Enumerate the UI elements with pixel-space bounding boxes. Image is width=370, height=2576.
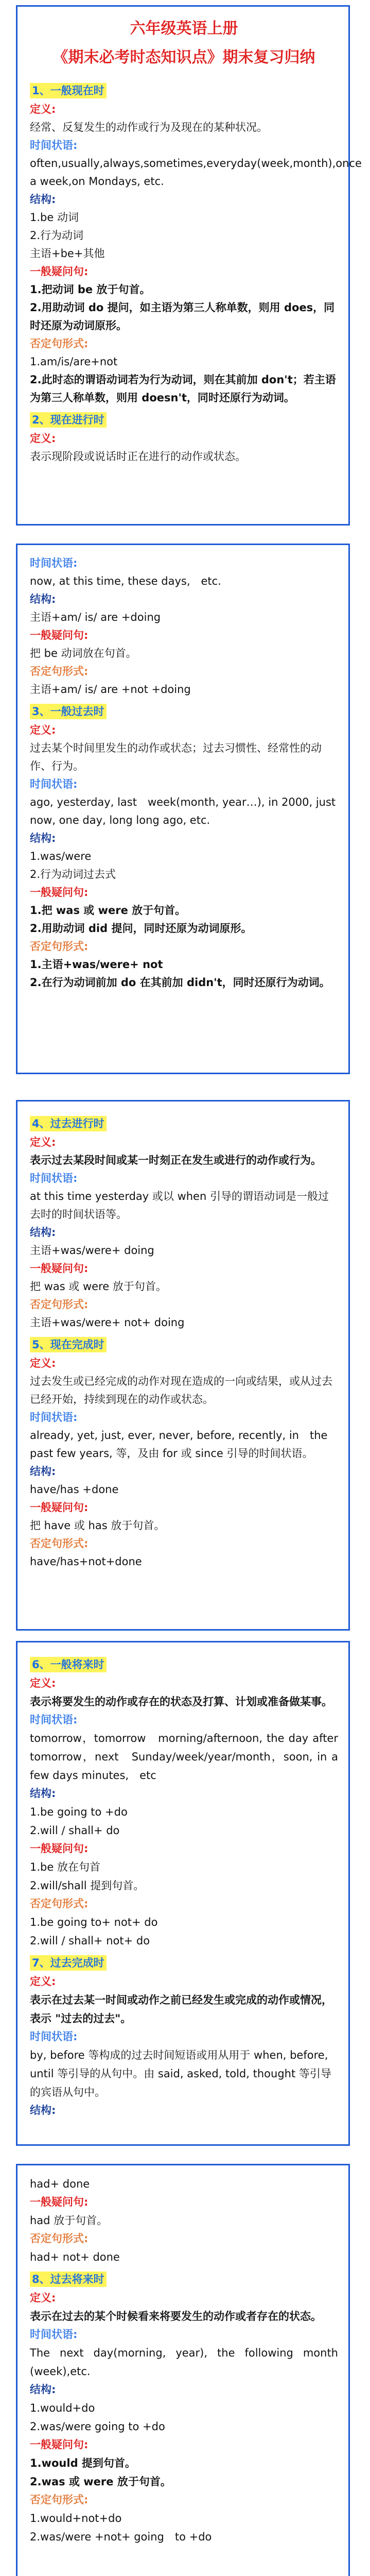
structure-line: 主语+be+其他 xyxy=(30,247,105,260)
structure-line: 2.was/were going to +do xyxy=(30,2420,165,2433)
section-past-perfect xyxy=(30,1950,338,2120)
question-line: 1.把 was 或 were 放于句首。 xyxy=(30,904,186,917)
question-label: 一般疑问句: xyxy=(30,1501,89,1514)
section-present-perfect xyxy=(30,1332,338,1571)
negative-label: 否定句形式: xyxy=(30,337,89,350)
question-label: 一般疑问句: xyxy=(30,2196,89,2208)
definition-text: 表示过去某段时间或某一时刻正在发生或进行的动作或行为。 xyxy=(30,1154,322,1166)
section-heading: 3、一般过去时 xyxy=(30,704,107,719)
time-words-label: 时间状语: xyxy=(30,1411,78,1423)
section-simple-present xyxy=(30,78,362,407)
question-label: 一般疑问句: xyxy=(30,629,89,641)
definition-text: 过去发生或已经完成的动作对现在造成的一向或结果，或从过去已经开始，持续到现在的动作或状态。 xyxy=(30,1375,332,1405)
section-present-continuous xyxy=(30,407,338,466)
question-line: 2.用助动词 do 提问，如主语为第三人称单数，则用 does，同时还原为动词原形。 xyxy=(30,301,335,332)
page-title-grade: 六年级英语上册 xyxy=(130,20,238,38)
definition-text: 表示将要发生的动作或存在的状态及打算、计划或准备做某事。 xyxy=(30,1696,332,1708)
structure-label: 结构: xyxy=(30,1226,56,1239)
question-label: 一般疑问句: xyxy=(30,886,89,899)
structure-line: 2.行为动词 xyxy=(30,229,84,242)
definition-text: 表示在过去的某个时候看来将要发生的动作或者存在的状态。 xyxy=(30,2310,322,2323)
definition-label: 定义: xyxy=(30,1136,56,1148)
question-line: 2.用助动词 did 提问，同时还原为动词原形。 xyxy=(30,922,252,935)
card-1 xyxy=(16,5,362,526)
structure-label: 结构: xyxy=(30,1787,56,1800)
page-title-topic: 《期末必考时态知识点》期末复习归纳 xyxy=(52,48,315,66)
question-line: 把 have 或 has 放于句首。 xyxy=(30,1519,165,1532)
time-words-label: 时间状语: xyxy=(30,1714,78,1726)
time-words-text: ago, yesterday, last week(month, year…), in 2000, just now, one day, long long ago, etc. xyxy=(30,796,336,826)
structure-label: 结构: xyxy=(30,193,56,206)
negative-line: 1.主语+was/were+ not xyxy=(30,958,163,971)
negative-line: 主语+was/were+ not+ doing xyxy=(30,1316,185,1329)
negative-line: 2.will / shall+ not+ do xyxy=(30,1935,150,1947)
question-line: 1.把动词 be 放于句首。 xyxy=(30,283,151,296)
time-words-text: by, before 等构成的过去时间短语或用从用于 when, before, until 等引导的从句中。由 said, asked, told, thought 等引导的宾语从句中。 xyxy=(30,2049,331,2098)
structure-line: have/has +done xyxy=(30,1483,119,1496)
section-heading: 2、现在进行时 xyxy=(30,412,107,428)
definition-label: 定义: xyxy=(30,432,56,445)
negative-label: 否定句形式: xyxy=(30,665,89,677)
question-label: 一般疑问句: xyxy=(30,1842,89,1855)
section-present-continuous-cont xyxy=(30,554,338,699)
negative-label: 否定句形式: xyxy=(30,940,89,953)
question-line: had 放于句首。 xyxy=(30,2214,108,2227)
definition-label: 定义: xyxy=(30,724,56,736)
section-heading: 4、过去进行时 xyxy=(30,1116,107,1131)
definition-label: 定义: xyxy=(30,1677,56,1689)
definition-label: 定义: xyxy=(30,2292,56,2304)
question-line: 2.was 或 were 放于句首。 xyxy=(30,2476,171,2488)
definition-text: 表示在过去某一时间或动作之前已经发生或完成的动作或情况，表示 "过去的过去"。 xyxy=(30,1994,332,2025)
structure-label: 结构: xyxy=(30,2383,56,2396)
negative-line: 1.would+not+do xyxy=(30,2512,122,2524)
negative-label: 否定句形式: xyxy=(30,2494,89,2506)
section-simple-past xyxy=(30,699,338,992)
negative-label: 否定句形式: xyxy=(30,1537,89,1550)
time-words-text: often,usually,always,sometimes,everyday(week,month),once a week,on Mondays, etc. xyxy=(30,157,362,188)
section-heading: 6、一般将来时 xyxy=(30,1657,107,1672)
structure-line: 1.would+do xyxy=(30,2402,95,2414)
structure-line: 1.be 动词 xyxy=(30,211,79,224)
card-3 xyxy=(16,1100,350,1631)
structure-line: 主语+am/ is/ are +doing xyxy=(30,611,161,623)
section-heading: 8、过去将来时 xyxy=(30,2272,107,2287)
negative-line: 2.在行为动词前加 do 在其前加 didn't，同时还原行为动词。 xyxy=(30,976,330,989)
structure-line: had+ done xyxy=(30,2178,90,2190)
definition-text: 经常、反复发生的动作或行为及现在的某种状况。 xyxy=(30,121,268,133)
card-2 xyxy=(16,544,350,1074)
definition-text: 表示现阶段或说话时正在进行的动作或状态。 xyxy=(30,450,246,463)
time-words-label: 时间状语: xyxy=(30,2030,78,2043)
time-words-text: The next day(morning, year), the following month (week),etc. xyxy=(30,2347,338,2378)
structure-line: 2.行为动词过去式 xyxy=(30,868,116,880)
time-words-text: at this time yesterday 或以 when 引导的谓语动词是一般过去时的时间状语等。 xyxy=(30,1190,329,1221)
section-past-perfect-cont xyxy=(30,2175,338,2266)
card-4 xyxy=(16,1641,350,2146)
structure-label: 结构: xyxy=(30,593,56,605)
structure-line: 1.was/were xyxy=(30,850,92,862)
definition-label: 定义: xyxy=(30,1975,56,1988)
section-heading: 1、一般现在时 xyxy=(30,83,107,98)
question-label: 一般疑问句: xyxy=(30,265,89,278)
structure-label: 结构: xyxy=(30,2104,56,2116)
negative-line: 主语+am/ is/ are +not +doing xyxy=(30,683,191,696)
question-line: 1.be 放在句首 xyxy=(30,1861,100,1873)
section-heading: 7、过去完成时 xyxy=(30,1955,107,1971)
section-future-in-past xyxy=(30,2266,338,2546)
question-line: 1.would 提到句首。 xyxy=(30,2457,136,2469)
negative-label: 否定句形式: xyxy=(30,1298,89,1311)
time-words-label: 时间状语: xyxy=(30,557,78,569)
structure-line: 1.be going to +do xyxy=(30,1806,128,1818)
definition-text: 过去某个时间里发生的动作或状态；过去习惯性、经常性的动作、行为。 xyxy=(30,742,322,772)
card-5 xyxy=(16,2164,350,2576)
section-simple-future xyxy=(30,1652,338,1950)
negative-label: 否定句形式: xyxy=(30,2232,89,2245)
structure-label: 结构: xyxy=(30,832,56,844)
negative-line: 1.be going to+ not+ do xyxy=(30,1916,158,1928)
time-words-label: 时间状语: xyxy=(30,2328,78,2341)
negative-label: 否定句形式: xyxy=(30,1897,89,1910)
structure-line: 2.will / shall+ do xyxy=(30,1824,120,1837)
section-past-continuous xyxy=(30,1111,338,1332)
question-line: 2.will/shall 提到句首。 xyxy=(30,1879,145,1892)
question-label: 一般疑问句: xyxy=(30,2438,89,2451)
definition-label: 定义: xyxy=(30,103,56,115)
time-words-text: already, yet, just, ever, never, before, recently, in the past few years, 等，及由 for 或 since 引导的时间状语。 xyxy=(30,1429,328,1460)
negative-line: 2.was/were +not+ going to +do xyxy=(30,2531,212,2543)
time-words-label: 时间状语: xyxy=(30,139,78,151)
time-words-text: tomorrow，tomorrow morning/afternoon, the day after tomorrow，next Sunday/week/year/month，soon, in a few days minutes, etc xyxy=(30,1732,338,1782)
question-line: 把 be 动词放在句首。 xyxy=(30,647,137,659)
negative-line: have/has+not+done xyxy=(30,1555,142,1568)
time-words-label: 时间状语: xyxy=(30,778,78,790)
time-words-label: 时间状语: xyxy=(30,1172,78,1184)
negative-line: 2.此时态的谓语动词若为行为动词，则在其前加 don't；若主语为第三人称单数，则用 doesn't，同时还原行为动词。 xyxy=(30,374,336,404)
negative-line: 1.am/is/are+not xyxy=(30,355,118,368)
definition-label: 定义: xyxy=(30,1357,56,1369)
negative-line: had+ not+ done xyxy=(30,2251,120,2263)
time-words-text: now, at this time, these days, etc. xyxy=(30,575,221,587)
structure-line: 主语+was/were+ doing xyxy=(30,1244,154,1257)
structure-label: 结构: xyxy=(30,1465,56,1478)
question-label: 一般疑问句: xyxy=(30,1262,89,1275)
section-heading: 5、现在完成时 xyxy=(30,1337,107,1352)
question-line: 把 was 或 were 放于句首。 xyxy=(30,1280,167,1293)
